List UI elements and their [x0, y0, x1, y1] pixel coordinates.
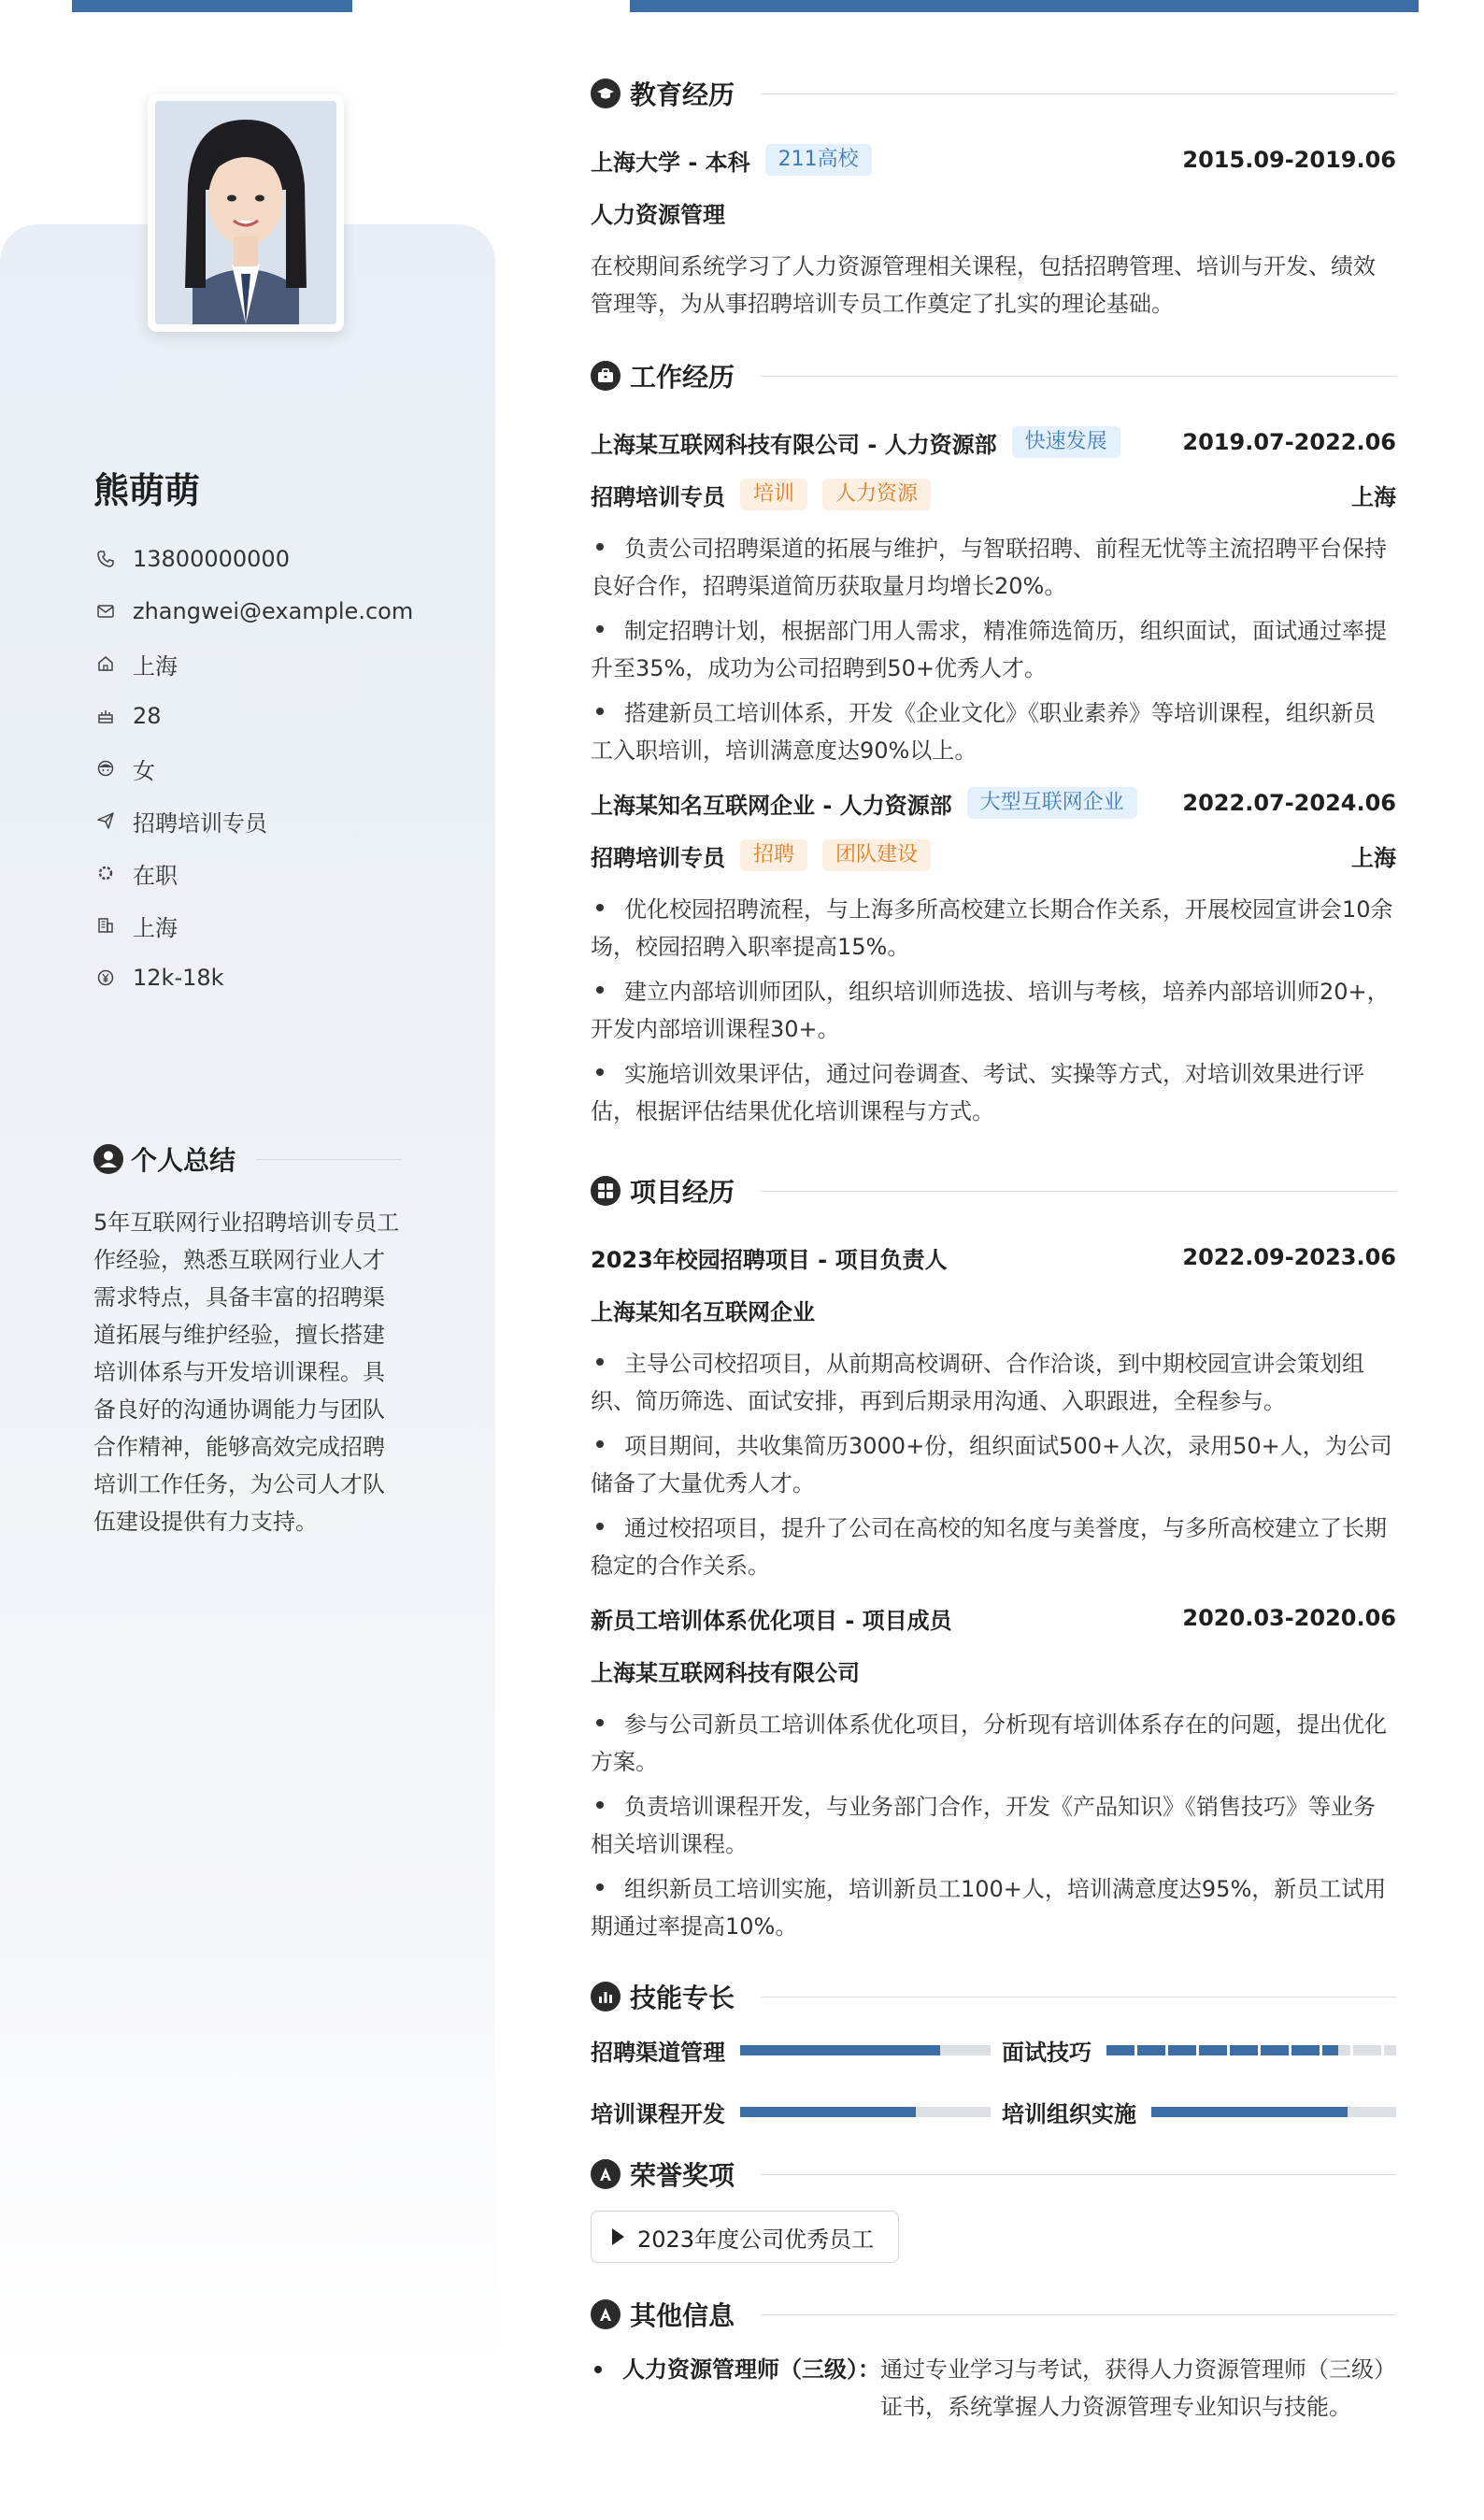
skill-item — [1002, 2095, 1396, 2128]
project-bullets — [591, 1345, 1396, 1584]
bullet-text: 项目期间，共收集简历3000+份，组织面试500+人次，录用50+人，为公司储备了大量优秀人才。 — [591, 1433, 1392, 1496]
contact-info-list — [93, 533, 467, 1004]
top-accent-bar-right — [630, 0, 1419, 12]
info-location — [93, 637, 467, 690]
work-role: 招聘培训专员 — [591, 844, 725, 871]
project-item — [591, 1231, 1396, 1584]
list-item — [591, 1788, 1396, 1863]
project-bullets — [591, 1706, 1396, 1945]
bullet-text: 实施培训效果评估，通过问卷调查、考试、实操等方式，对培训效果进行评估，根据评估结果优化培训课程与方式。 — [591, 1061, 1364, 1124]
skill-item — [591, 2095, 1002, 2128]
skill-bar — [740, 2107, 991, 2117]
info-position — [93, 795, 467, 847]
work-company: 上海某知名互联网企业 - 人力资源部 — [591, 792, 952, 819]
project-org-row — [591, 1283, 1396, 1336]
awards-title: 荣誉奖项 — [630, 2160, 735, 2191]
briefcase-icon — [591, 361, 621, 391]
awards-header — [591, 2151, 1396, 2198]
work-bullets — [591, 891, 1396, 1130]
skill-bar — [1106, 2045, 1396, 2055]
skill-label: 培训课程开发 — [591, 2100, 725, 2127]
skills-grid — [591, 2033, 1396, 2128]
list-item — [591, 1706, 1396, 1781]
candidate-name: 熊萌萌 — [93, 470, 201, 511]
info-phone-text: 13800000000 — [133, 546, 290, 572]
skill-bar-fill — [740, 2107, 916, 2117]
gender-icon — [93, 756, 118, 780]
work-item — [591, 416, 1396, 769]
skill-item — [591, 2033, 1002, 2067]
info-gender-text: 女 — [133, 757, 155, 784]
project-org-row — [591, 1644, 1396, 1697]
list-item — [591, 694, 1396, 769]
cake-icon — [93, 704, 118, 728]
bullet-text: 建立内部培训师团队，组织培训师选拔、培训与考核，培养内部培训师20+，开发内部培训课程30+。 — [591, 979, 1390, 1042]
info-location-text: 上海 — [133, 652, 178, 680]
work-title: 工作经历 — [630, 362, 735, 393]
project-org: 上海某互联网科技有限公司 — [591, 1659, 860, 1686]
projects-header — [591, 1167, 1396, 1214]
skills-title: 技能专长 — [630, 1983, 735, 2013]
list-item — [591, 1510, 1396, 1584]
user-icon — [93, 1144, 123, 1174]
work-role-tag: 人力资源 — [822, 479, 931, 510]
bullet-text: 制定招聘计划，根据部门用人需求，精准筛选简历，组织面试，面试通过率提升至35%，成功为公司招聘到50+优秀人才。 — [591, 618, 1387, 681]
other-title: 其他信息 — [630, 2300, 735, 2331]
work-role-tag: 招聘 — [740, 839, 807, 871]
work-city: 上海 — [1351, 483, 1396, 510]
education-major: 人力资源管理 — [591, 201, 725, 228]
profile-photo — [148, 93, 344, 332]
other-header — [591, 2291, 1396, 2338]
list-item — [591, 1055, 1396, 1130]
info-email-text: zhangwei@example.com — [133, 598, 414, 624]
info-age — [93, 690, 467, 742]
status-icon — [93, 861, 118, 885]
bullet-dot — [594, 2366, 602, 2373]
work-role-tag: 团队建设 — [822, 839, 931, 871]
work-role-row — [591, 829, 1396, 881]
bar-chart-icon — [591, 1982, 621, 2012]
bullet-text: 负责公司招聘渠道的拓展与维护，与智联招聘、前程无忧等主流招聘平台保持良好合作，招聘渠道简历获取量月均增长20%。 — [591, 536, 1387, 599]
work-role-row — [591, 468, 1396, 521]
education-divider — [761, 93, 1396, 94]
bullet-text: 负责培训课程开发，与业务部门合作，开发《产品知识》《销售技巧》等业务相关培训课程。 — [591, 1794, 1376, 1857]
list-item — [591, 1427, 1396, 1502]
work-item — [591, 777, 1396, 1130]
education-school-row — [591, 134, 1396, 186]
main-content — [591, 70, 1396, 2426]
project-period: 2022.09-2023.06 — [1182, 1244, 1396, 1270]
work-period: 2022.07-2024.06 — [1182, 790, 1396, 816]
info-email — [93, 585, 467, 637]
work-company: 上海某互联网科技有限公司 - 人力资源部 — [591, 431, 997, 458]
education-desc: 在校期间系统学习了人力资源管理相关课程，包括招聘管理、培训与开发、绩效管理等，为从事招聘培训专员工作奠定了扎实的理论基础。 — [591, 253, 1376, 317]
projects-divider — [761, 1191, 1396, 1192]
info-position-text: 招聘培训专员 — [133, 809, 267, 837]
building-icon — [93, 913, 118, 938]
award-item[interactable] — [591, 2211, 899, 2263]
projects-title: 项目经历 — [630, 1177, 735, 1208]
list-item — [591, 1345, 1396, 1420]
info-work-city-text: 上海 — [133, 914, 178, 941]
skill-item — [1002, 2033, 1396, 2067]
work-city: 上海 — [1351, 844, 1396, 871]
info-salary-text: 12k-18k — [133, 965, 224, 991]
graduation-cap-icon — [591, 79, 621, 108]
skill-bar-fill — [1151, 2107, 1348, 2117]
work-company-tag: 快速发展 — [1012, 426, 1120, 458]
other-info-icon — [591, 2299, 621, 2329]
project-org: 上海某知名互联网企业 — [591, 1298, 815, 1325]
education-major-row — [591, 186, 1396, 238]
info-phone — [93, 533, 467, 585]
info-gender — [93, 742, 467, 795]
yuan-icon — [93, 966, 118, 990]
bullet-text: 优化校园招聘流程，与上海多所高校建立长期合作关系，开展校园宣讲会10余场，校园招聘入职率提高15%。 — [591, 896, 1393, 960]
home-icon — [93, 651, 118, 676]
list-item — [591, 973, 1396, 1048]
list-item — [591, 1870, 1396, 1945]
work-company-row — [591, 777, 1396, 829]
summary-title: 个人总结 — [131, 1145, 236, 1176]
bullet-text: 通过校招项目，提升了公司在高校的知名度与美誉度，与多所高校建立了长期稳定的合作关系。 — [591, 1515, 1387, 1579]
bullet-text: 参与公司新员工培训体系优化项目，分析现有培训体系存在的问题，提出优化方案。 — [591, 1711, 1387, 1775]
work-role: 招聘培训专员 — [591, 483, 725, 510]
summary-text: 5年互联网行业招聘培训专员工作经验，熟悉互联网行业人才需求特点，具备丰富的招聘渠道拓展与维护经验，擅长搭建培训体系与开发培训课程。具备良好的沟通协调能力与团队合作精神，能够高效完成招聘培训工作任务，为公司人才队伍建设提供有力支持。 — [93, 1210, 400, 1535]
summary-divider — [256, 1159, 402, 1160]
info-work-city — [93, 899, 467, 952]
project-name: 2023年校园招聘项目 - 项目负责人 — [591, 1246, 948, 1273]
info-status — [93, 847, 467, 899]
skills-header — [591, 1973, 1396, 2020]
education-period: 2015.09-2019.06 — [1182, 147, 1396, 173]
skill-label: 培训组织实施 — [1002, 2100, 1136, 2127]
awards-divider — [761, 2174, 1396, 2175]
work-divider — [761, 376, 1396, 377]
project-name-row — [591, 1592, 1396, 1644]
other-divider — [761, 2314, 1396, 2315]
bullet-text: 搭建新员工培训体系，开发《企业文化》《职业素养》等培训课程，组织新员工入职培训，培训满意度达90%以上。 — [591, 700, 1376, 764]
work-period: 2019.07-2022.06 — [1182, 429, 1396, 455]
grid-icon — [591, 1176, 621, 1206]
project-period: 2020.03-2020.06 — [1182, 1605, 1396, 1631]
info-status-text: 在职 — [133, 862, 178, 889]
bullet-text: 组织新员工培训实施，培训新员工100+人，培训满意度达95%，新员工试用期通过率提高10%。 — [591, 1876, 1387, 1940]
project-item — [591, 1592, 1396, 1945]
award-icon — [591, 2159, 621, 2189]
education-tag: 211高校 — [765, 144, 872, 176]
portrait-image — [155, 101, 336, 324]
info-age-text: 28 — [133, 703, 162, 729]
list-item — [591, 530, 1396, 605]
work-header — [591, 352, 1396, 399]
project-name-row — [591, 1231, 1396, 1283]
project-name: 新员工培训体系优化项目 - 项目成员 — [591, 1607, 952, 1634]
send-icon — [93, 809, 118, 833]
work-role-tag: 培训 — [740, 479, 807, 510]
list-item — [591, 891, 1396, 966]
other-item — [591, 2351, 1396, 2426]
skill-label: 面试技巧 — [1002, 2039, 1092, 2066]
play-triangle-icon — [612, 2228, 624, 2245]
award-text: 2023年度公司优秀员工 — [637, 2226, 875, 2253]
education-school: 上海大学 - 本科 — [591, 149, 750, 176]
work-company-row — [591, 416, 1396, 468]
skill-bar-fill — [1106, 2045, 1338, 2055]
education-title: 教育经历 — [630, 79, 735, 110]
mail-icon — [93, 599, 118, 623]
bullet-text: 主导公司校招项目，从前期高校调研、合作洽谈，到中期校园宣讲会策划组织、简历筛选、面试安排，再到后期录用沟通、入职跟进，全程参与。 — [591, 1351, 1364, 1414]
info-salary — [93, 952, 467, 1004]
skill-bar-fill — [740, 2045, 940, 2055]
summary-header — [93, 1140, 402, 1178]
work-bullets — [591, 530, 1396, 769]
other-value: 通过专业学习与考试，获得人力资源管理师（三级）证书，系统掌握人力资源管理专业知识与技能。 — [880, 2356, 1396, 2420]
skill-label: 招聘渠道管理 — [591, 2039, 725, 2066]
top-accent-bar-left — [72, 0, 352, 12]
skill-bar — [740, 2045, 991, 2055]
education-header — [591, 70, 1396, 117]
phone-icon — [93, 547, 118, 571]
work-company-tag: 大型互联网企业 — [967, 787, 1137, 819]
list-item — [591, 612, 1396, 687]
other-key: 人力资源管理师（三级）： — [622, 2356, 880, 2383]
skill-bar — [1151, 2107, 1396, 2117]
